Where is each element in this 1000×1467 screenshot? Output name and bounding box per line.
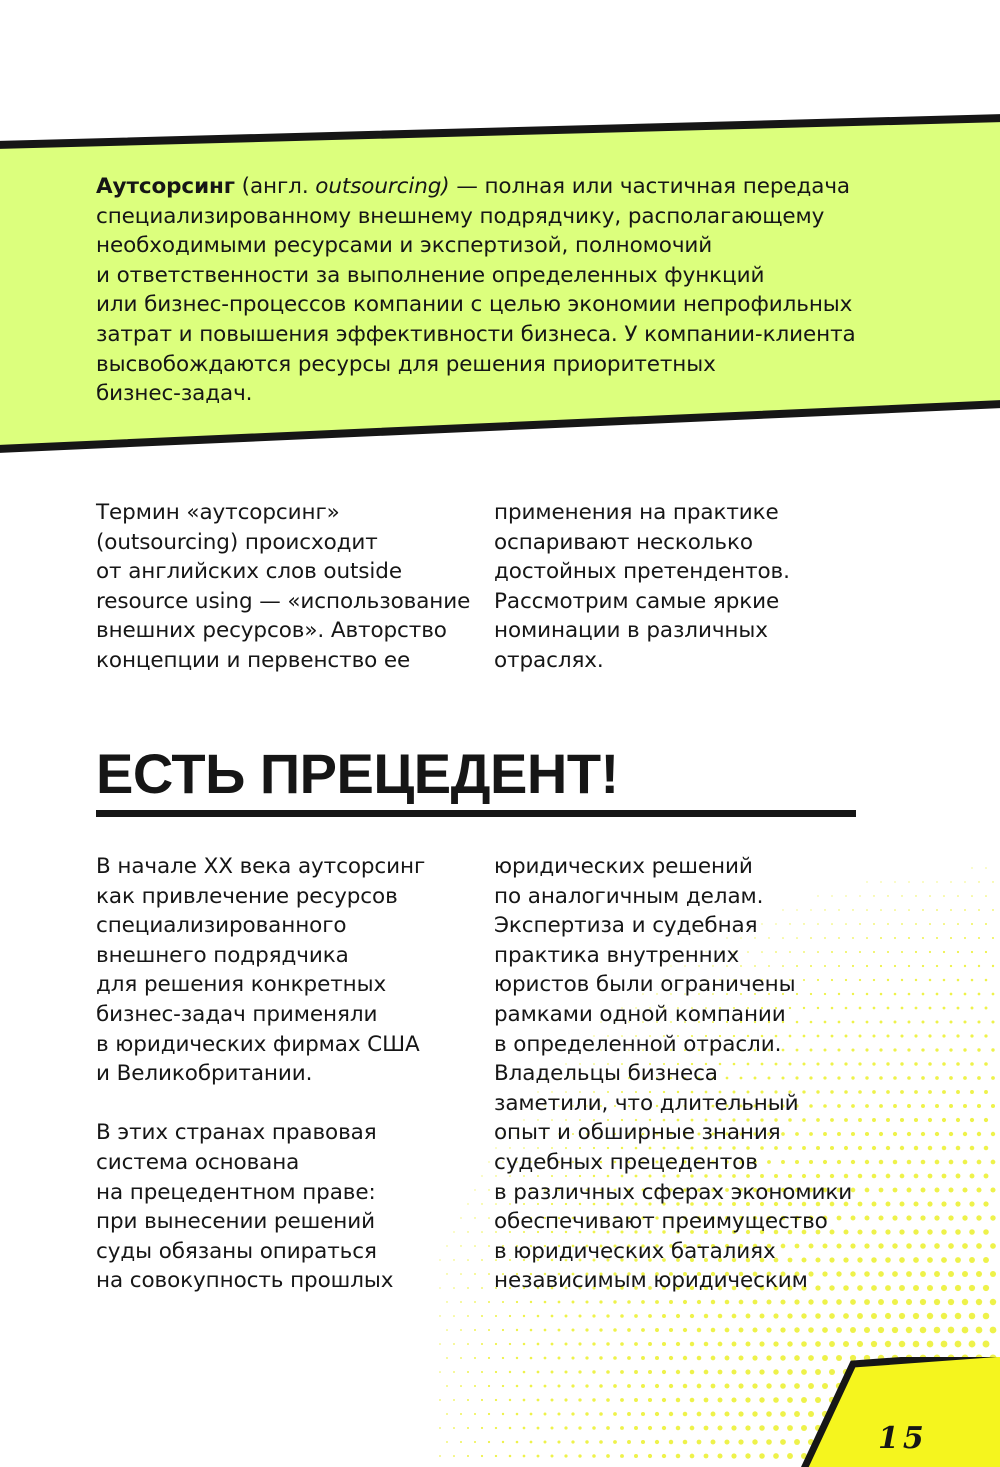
text-line: Владельцы бизнеса (494, 1061, 718, 1087)
text-line: при вынесении решений (96, 1209, 376, 1235)
text-line: оспаривают несколько (494, 529, 753, 555)
text-line: номинации в различных (494, 618, 768, 644)
text-line: В начале XX века аутсорсинг (96, 854, 426, 879)
text-line: по аналогичным делам. (494, 883, 764, 909)
definition-line: специализированному внешнему подрядчику, располагающему (96, 203, 825, 229)
intro-right-column (494, 498, 874, 676)
section-title: ЕСТЬ ПРЕЦЕДЕНТ! (96, 742, 619, 805)
text-line: В этих странах правовая (96, 1120, 377, 1146)
definition-line: необходимыми ресурсами и экспертизой, полномочий (96, 233, 713, 259)
text-line: юридических решений (494, 854, 753, 879)
definition-line: или бизнес-процессов компании с целью экономии непрофильных (96, 292, 853, 318)
intro-left-column (96, 498, 476, 676)
text-line: практика внутренних (494, 942, 740, 968)
text-line: в юридических фирмах США (96, 1031, 420, 1057)
text-line: юристов были ограничены (494, 972, 796, 998)
text-line: в определенной отрасли. (494, 1031, 782, 1057)
definition-line: Аутсорсинг (англ. outsourcing) — полная или частичная передача (96, 174, 851, 199)
text-line: концепции и первенство ее (96, 647, 411, 673)
text-line: от английских слов outside (96, 559, 402, 585)
text-line: Экспертиза и судебная (494, 913, 758, 939)
definition-line: бизнес-задач. (96, 381, 253, 407)
text-line: в различных сферах экономики (494, 1179, 853, 1205)
text-line: отраслях. (494, 647, 604, 673)
text-line: применения на практике (494, 500, 779, 525)
text-line: независимым юридическим (494, 1268, 808, 1294)
definition-line: и ответственности за выполнение определенных функций (96, 262, 765, 288)
text-line: внешнего подрядчика (96, 942, 349, 968)
heading-underline (96, 810, 856, 817)
text-line: и Великобритании. (96, 1061, 313, 1087)
section-right-paragraph (494, 852, 874, 1296)
section-left-column (96, 852, 476, 1296)
text-line: обеспечивают преимущество (494, 1209, 828, 1235)
text-line: суды обязаны опираться (96, 1238, 377, 1264)
text-line: система основана (96, 1149, 300, 1175)
page-number: 15 (878, 1421, 928, 1456)
intro-right-paragraph (494, 498, 874, 676)
text-line: судебных прецедентов (494, 1149, 758, 1175)
intro-left-paragraph (96, 498, 476, 676)
definition-line: затрат и повышения эффективности бизнеса. У компании-клиента (96, 321, 856, 347)
text-line: как привлечение ресурсов (96, 883, 398, 909)
section-left-paragraph-2 (96, 1118, 476, 1296)
text-line: Термин «аутсорсинг» (96, 500, 340, 525)
text-line: для решения конкретных (96, 972, 387, 998)
text-line: рамками одной компании (494, 1001, 786, 1027)
definition-paren: (англ. outsourcing) (234, 174, 450, 199)
text-line: опыт и обширные знания (494, 1120, 781, 1146)
definition-line: высвобождаются ресурсы для решения приоритетных (96, 351, 716, 377)
text-line: специализированного (96, 913, 347, 939)
text-line: на совокупность прошлых (96, 1268, 394, 1294)
text-line: в юридических баталиях (494, 1238, 776, 1264)
text-line: resource using — «использование (96, 588, 471, 614)
section-left-paragraph-1 (96, 852, 476, 1089)
text-line: внешних ресурсов». Авторство (96, 618, 447, 644)
text-line: на прецедентном праве: (96, 1179, 376, 1205)
section-right-column (494, 852, 874, 1296)
definition-text (96, 172, 876, 409)
text-line: Рассмотрим самые яркие (494, 588, 780, 614)
text-line: достойных претендентов. (494, 559, 790, 585)
text-line: заметили, что длительный (494, 1090, 799, 1116)
text-line: бизнес-задач применяли (96, 1001, 378, 1027)
page-number-tab (0, 1357, 1000, 1467)
definition-term: Аутсорсинг (96, 174, 235, 199)
text-line: (outsourcing) происходит (96, 529, 378, 555)
